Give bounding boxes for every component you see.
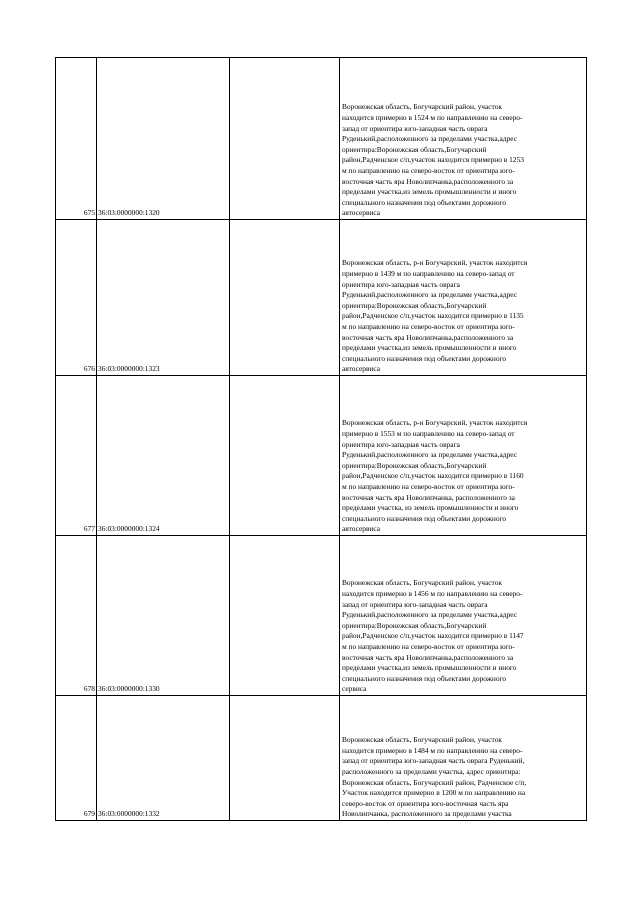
description-line: район,Радченское с/п,участок находится примерно в 1160 <box>342 471 524 481</box>
description-line: м по направлению на северо-восток от ориентира юго- <box>342 322 515 332</box>
description-line: восточная часть яра Новолипчанка,расположенного за <box>342 332 514 342</box>
location-description <box>340 536 587 696</box>
row-number: 677 <box>56 376 97 536</box>
description-line: северо-восток от ориентира юго-восточная часть яра <box>342 798 509 808</box>
description-line: восточная часть яра Новолипчанка,расположенного за <box>342 652 514 662</box>
description-line: м по направлению на северо-восток от ориентира юго- <box>342 482 515 492</box>
description-line: ориентира:Воронежская область,Богучарский <box>342 144 487 154</box>
description-line: Воронежская область, Богучарский район, участок <box>342 102 502 112</box>
description-line: примерно в 1439 м по направлению на северо-запад от <box>342 269 515 279</box>
cadastral-number: 36:03:0000000:1323 <box>97 220 230 376</box>
description-line: ориентира:Воронежская область,Богучарский <box>342 300 487 310</box>
description-line: находится примерно в 1524 м по направлению на северо- <box>342 113 523 123</box>
description-line: Руденький,расположенного за пределами участка,адрес <box>342 610 518 620</box>
empty-cell <box>230 376 340 536</box>
description-line: ориентира:Воронежская область,Богучарский <box>342 620 487 630</box>
description-line: запад от ориентира юго-западная часть оврага Руденький, <box>342 756 525 766</box>
description-line: ориентира юго-западная часть оврага <box>342 279 460 289</box>
empty-cell <box>230 536 340 696</box>
location-description <box>340 58 587 220</box>
description-line: сервиса <box>342 684 367 694</box>
table-row <box>56 376 587 536</box>
row-number: 679 <box>56 696 97 821</box>
description-line: Воронежская область, Богучарский район, участок <box>342 735 502 745</box>
description-line: запад от ориентира юго-западная часть оврага <box>342 123 488 133</box>
description-line: район,Радченское с/п,участок находится примерно в 1147 <box>342 631 524 641</box>
description-line: Новолипчанка, расположенного за пределами участка <box>342 809 512 819</box>
description-line: пределами участка,из земель промышленности и иного <box>342 343 517 353</box>
description-line: специального назначения под объектами дорожного <box>342 513 507 523</box>
location-description <box>340 376 587 536</box>
description-line: пределами участка,из земель промышленности и иного <box>342 663 517 673</box>
description-line: пределами участка, из земель промышленности и иного <box>342 503 519 513</box>
cadastral-number: 36:03:0000000:1330 <box>97 536 230 696</box>
description-line: Руденький,расположенного за пределами участка,адрес <box>342 134 518 144</box>
description-line: автосервиса <box>342 208 381 218</box>
description-line: находится примерно в 1456 м по направлению на северо- <box>342 589 523 599</box>
cadastral-number: 36:03:0000000:1324 <box>97 376 230 536</box>
description-line: Руденький,расположенного за пределами участка,адрес <box>342 450 518 460</box>
description-line: специального назначения под объектами дорожного <box>342 197 507 207</box>
empty-cell <box>230 220 340 376</box>
description-line: расположенного за пределами участка, адрес ориентира: <box>342 767 521 777</box>
cadastral-number: 36:03:0000000:1320 <box>97 58 230 220</box>
empty-cell <box>230 58 340 220</box>
description-line: примерно в 1553 м по направлению на северо-запад от <box>342 429 515 439</box>
table-row <box>56 58 587 220</box>
description-line: восточная часть яра Новолипчанка,расположенного за <box>342 176 514 186</box>
table-row <box>56 536 587 696</box>
description-line: Воронежская область, Богучарский район, участок <box>342 578 502 588</box>
empty-cell <box>230 696 340 821</box>
table-row <box>56 696 587 821</box>
description-line: специального назначения под объектами дорожного <box>342 673 507 683</box>
cadastral-number: 36:03:0000000:1332 <box>97 696 230 821</box>
description-line: автосервиса <box>342 524 381 534</box>
description-line: специального назначения под объектами дорожного <box>342 353 507 363</box>
description-line: Воронежская область, р-н Богучарский, участок находится <box>342 418 528 428</box>
description-line: Воронежская область, р-н Богучарский, участок находится <box>342 258 528 268</box>
location-description <box>340 696 587 821</box>
row-number: 678 <box>56 536 97 696</box>
description-line: район,Радченское с/п,участок находится примерно в 1135 <box>342 311 524 321</box>
description-line: ориентира:Воронежская область,Богучарский <box>342 460 487 470</box>
description-line: Участок находится примерно в 1200 м по направлению на <box>342 788 526 798</box>
description-line: пределами участка,из земель промышленности и иного <box>342 187 517 197</box>
description-line: запад от ориентира юго-западная часть оврага <box>342 599 488 609</box>
row-number: 675 <box>56 58 97 220</box>
location-description <box>340 220 587 376</box>
description-line: автосервиса <box>342 364 381 374</box>
description-line: ориентира юго-западная часть оврага <box>342 439 460 449</box>
description-line: Руденький,расположенного за пределами участка,адрес <box>342 290 518 300</box>
description-line: район,Радченское с/п,участок находится примерно в 1253 <box>342 155 524 165</box>
land-register-table <box>55 57 587 821</box>
description-line: м по направлению на северо-восток от ориентира юго- <box>342 642 515 652</box>
table-row <box>56 220 587 376</box>
description-line: Воронежская область, Богучарский район, Радченское с/п, <box>342 777 527 787</box>
description-line: восточная часть яра Новолипчанка, расположенного за <box>342 492 515 502</box>
description-line: находится примерно в 1484 м по направлению на северо- <box>342 745 523 755</box>
description-line: м по направлению на северо-восток от ориентира юго- <box>342 166 515 176</box>
row-number: 676 <box>56 220 97 376</box>
